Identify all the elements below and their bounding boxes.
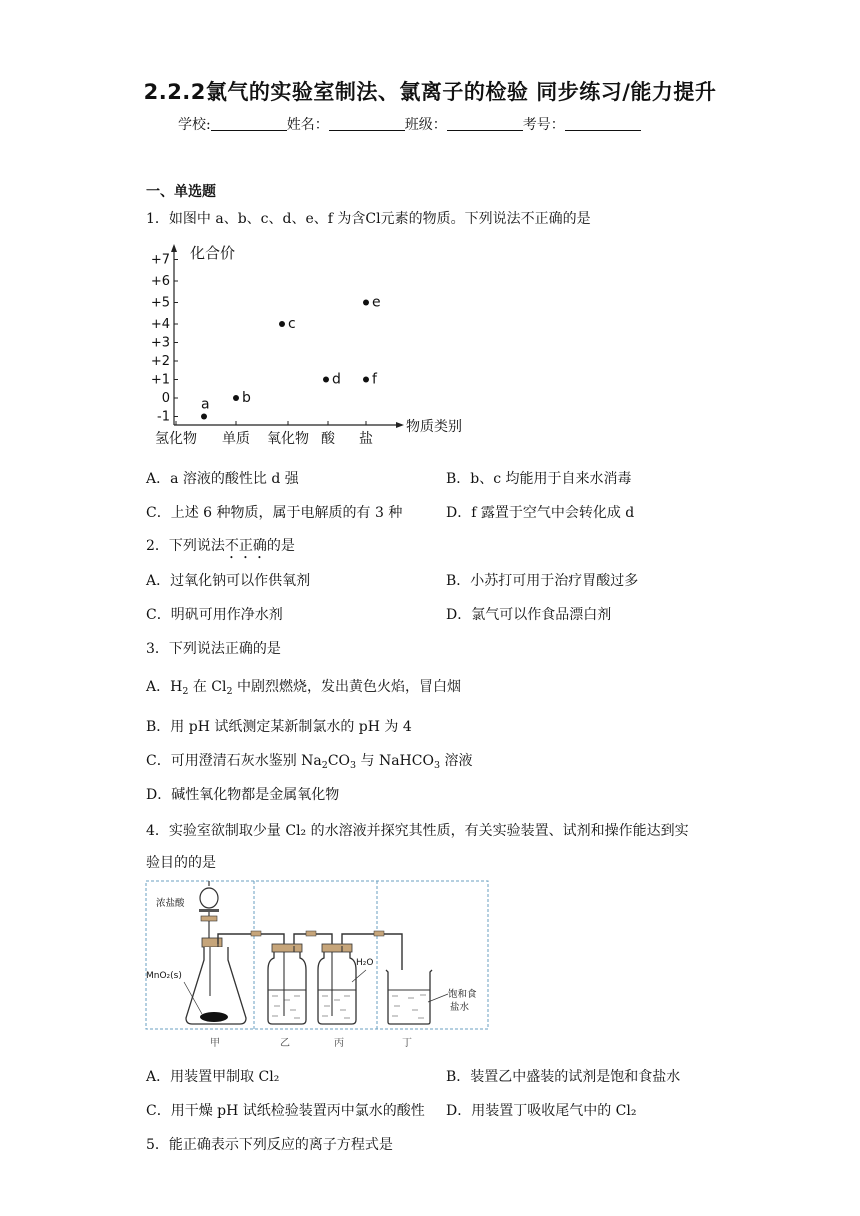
label-bing: 丙 xyxy=(334,1038,344,1049)
valence-chart xyxy=(140,238,480,453)
apparatus-yi xyxy=(268,944,306,1024)
x-axis-arrow xyxy=(396,422,404,428)
label-brine-2: 盐水 xyxy=(450,1002,470,1013)
label-h2o: H₂O xyxy=(356,958,374,968)
data-label-f: f xyxy=(372,371,377,388)
y-tick-label: +7 xyxy=(150,252,170,268)
data-label-d: d xyxy=(332,371,341,388)
y-tick-label: +1 xyxy=(150,372,170,388)
y-tick-label: 0 xyxy=(161,391,170,406)
q2-option-b[interactable]: B．小苏打可用于治疗胃酸过多 xyxy=(446,573,639,589)
q3-option-b[interactable]: B．用 pH 试纸测定某新制氯水的 pH 为 4 xyxy=(146,719,412,735)
section-title: 一、单选题 xyxy=(146,184,216,200)
q3-a-h-sub: 2 xyxy=(182,686,189,697)
apparatus-bing xyxy=(318,944,366,1024)
y-tick-label: -1 xyxy=(157,409,170,425)
q2-option-a[interactable]: A．过氧化钠可以作供氧剂 xyxy=(146,573,311,589)
q3-stem: 3．下列说法正确的是 xyxy=(146,641,281,657)
q5-stem: 5．能正确表示下列反应的离子方程式是 xyxy=(146,1137,393,1153)
q2-stem-suffix: 的是 xyxy=(266,538,295,554)
apparatus-ding xyxy=(386,970,448,1024)
label-acid: 浓盐酸 xyxy=(156,898,185,909)
q3-a-cl: Cl xyxy=(211,679,227,695)
q3-c-sub2: 3 xyxy=(350,760,357,771)
x-tick-label: 盐 xyxy=(359,431,373,447)
q3-a-prefix: A． xyxy=(146,679,171,695)
label-brine-1: 饱和食 xyxy=(448,989,477,1000)
data-point-a xyxy=(201,414,207,420)
label-ding: 丁 xyxy=(402,1038,412,1049)
data-label-b: b xyxy=(242,390,251,406)
q1-option-c[interactable]: C．上述 6 种物质，属于电解质的有 3 种 xyxy=(146,505,403,521)
y-axis-title: 化合价 xyxy=(190,244,236,262)
q3-option-c[interactable] xyxy=(146,750,472,771)
q3-c-sub3: 3 xyxy=(433,760,441,771)
q3-c-mid1: CO xyxy=(327,753,351,769)
y-tick-label: +6 xyxy=(150,274,170,289)
data-point-f xyxy=(363,377,369,383)
x-axis-title: 物质类别 xyxy=(406,419,462,435)
label-jia: 甲 xyxy=(210,1038,220,1049)
name-label: 姓名： xyxy=(286,117,329,133)
y-tick-label: +5 xyxy=(150,295,170,311)
page-title: 2.2.2氯气的实验室制法、氯离子的检验 同步练习/能力提升 xyxy=(143,80,717,104)
q3-option-a[interactable] xyxy=(146,676,461,697)
q4-stem-line2: 验目的的是 xyxy=(146,855,216,871)
data-label-a: a xyxy=(201,396,210,413)
label-mno2: MnO₂(s) xyxy=(146,971,182,981)
q3-c-mid2: 与 NaHCO xyxy=(356,753,434,769)
q1-option-d[interactable]: D．f 露置于空气中会转化成 d xyxy=(446,505,635,521)
x-tick-label: 单质 xyxy=(222,431,250,447)
q2-stem-prefix: 2．下列说法 xyxy=(146,538,225,554)
q2-stem-emphasis: 不正确 xyxy=(224,538,267,554)
data-label-c: c xyxy=(288,316,296,332)
q2-stem xyxy=(146,535,295,562)
q3-option-d[interactable]: D．碱性氧化物都是金属氧化物 xyxy=(146,787,340,803)
school-label: 学校: xyxy=(178,117,211,133)
q3-c-sub1: 2 xyxy=(321,760,328,771)
apparatus-jia xyxy=(184,881,274,1024)
q1-option-b[interactable]: B．b、c 均能用于自来水消毒 xyxy=(446,471,632,487)
q1-option-a[interactable]: A．a 溶液的酸性比 d 强 xyxy=(146,471,299,487)
exam-no-blank[interactable] xyxy=(565,116,641,131)
y-tick-label: +4 xyxy=(150,317,170,332)
exam-no-label: 考号： xyxy=(522,117,565,133)
label-yi: 乙 xyxy=(280,1038,290,1049)
name-blank[interactable] xyxy=(329,116,405,131)
y-tick-label: +3 xyxy=(150,335,170,351)
student-info-line xyxy=(178,114,641,134)
q2-option-d[interactable]: D．氯气可以作食品漂白剂 xyxy=(446,607,612,623)
q1-stem: 1．如图中 a、b、c、d、e、f 为含Cl元素的物质。下列说法不正确的是 xyxy=(146,211,591,227)
data-point-e xyxy=(363,300,369,306)
q3-a-post: 中剧烈燃烧，发出黄色火焰，冒白烟 xyxy=(232,679,461,695)
data-label-e: e xyxy=(372,294,381,311)
q4-option-d[interactable]: D．用装置丁吸收尾气中的 Cl₂ xyxy=(446,1103,637,1119)
q3-c-prefix: C．可用澄清石灰水鉴别 Na xyxy=(146,753,322,769)
apparatus-diagram xyxy=(144,878,494,1053)
x-tick-label: 氢化物 xyxy=(155,431,197,447)
q3-a-cl-sub: 2 xyxy=(226,686,233,697)
x-tick-label: 氧化物 xyxy=(267,431,309,447)
data-point-c xyxy=(279,321,285,327)
q3-a-h: H xyxy=(170,679,183,695)
q3-a-mid: 在 xyxy=(188,679,212,695)
class-label: 班级： xyxy=(404,117,447,133)
q4-stem-line1: 4．实验室欲制取少量 Cl₂ 的水溶液并探究其性质，有关实验装置、试剂和操作能达到实 xyxy=(146,823,689,839)
q4-option-a[interactable]: A．用装置甲制取 Cl₂ xyxy=(146,1069,280,1085)
y-tick-label: +2 xyxy=(150,354,170,369)
q3-c-post: 溶液 xyxy=(440,753,473,769)
q4-option-b[interactable]: B．装置乙中盛装的试剂是饱和食盐水 xyxy=(446,1069,681,1085)
school-blank[interactable] xyxy=(211,116,287,131)
x-tick-label: 酸 xyxy=(321,431,335,447)
y-axis-arrow xyxy=(171,244,177,252)
data-point-d xyxy=(323,377,329,383)
class-blank[interactable] xyxy=(447,116,523,131)
data-point-b xyxy=(233,395,239,401)
q4-option-c[interactable]: C．用干燥 pH 试纸检验装置丙中氯水的酸性 xyxy=(146,1103,425,1119)
q2-option-c[interactable]: C．明矾可用作净水剂 xyxy=(146,607,283,623)
